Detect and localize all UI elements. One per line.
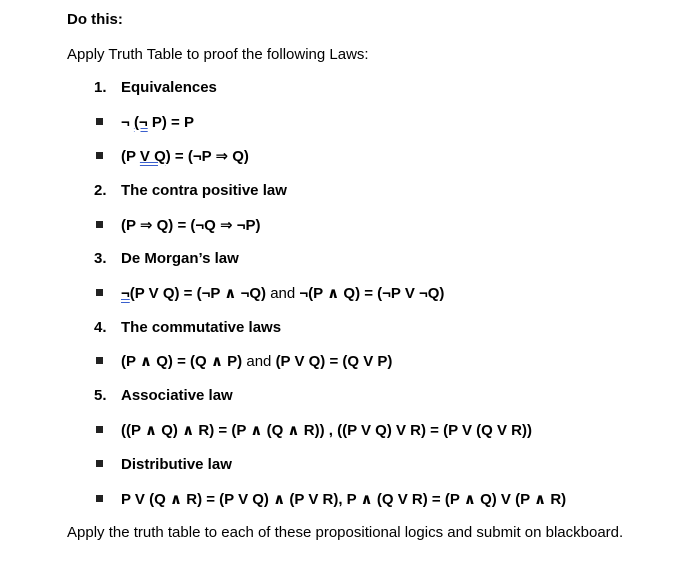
- formula-part: ¬: [121, 114, 130, 131]
- section-contrapositive: [94, 181, 287, 201]
- section-title: Equivalences: [121, 79, 217, 96]
- conjunction-text: and: [266, 285, 300, 302]
- bullet-associative: [96, 421, 532, 441]
- section-title: Associative law: [121, 387, 233, 404]
- bullet-double-negation: [96, 113, 194, 133]
- spellcheck-squiggle: (¬: [133, 114, 148, 131]
- bullet-square-icon: [96, 460, 103, 467]
- section-number: 1.: [94, 79, 107, 96]
- formula: ((P ∧ Q) ∧ R) = (P ∧ (Q ∧ R)) , ((P V Q) V R) = (P V (Q V R)): [121, 422, 532, 439]
- bullet-square-icon: [96, 152, 103, 159]
- section-associative: [94, 386, 233, 406]
- bullet-commutative: [96, 352, 392, 372]
- formula-part: ¬(P ∧ Q) = (¬P V ¬Q): [299, 285, 445, 302]
- spellcheck-squiggle: ¬: [121, 285, 130, 302]
- section-equivalences: [94, 78, 217, 98]
- bullet-demorgan: [96, 284, 444, 304]
- formula: P V (Q ∧ R) = (P V Q) ∧ (P V R), P ∧ (Q V R) = (P ∧ Q) V (P ∧ R): [121, 491, 567, 508]
- section-number: 3.: [94, 250, 107, 267]
- section-title: De Morgan’s law: [121, 250, 239, 267]
- section-title: The commutative laws: [121, 319, 282, 336]
- formula-part: (P: [121, 148, 140, 165]
- bullet-distributive: [96, 490, 566, 510]
- formula-part: (P ∧ Q) = (Q ∧ P): [121, 353, 243, 370]
- section-demorgan: [94, 249, 239, 269]
- section-commutative: [94, 318, 281, 338]
- heading: Do this:: [67, 11, 123, 28]
- spellcheck-squiggle: V Q: [139, 148, 166, 165]
- bullet-distributive-title: [96, 455, 232, 475]
- footer-instruction: Apply the truth table to each of these propositional logics and submit on blackboard.: [67, 524, 624, 541]
- bullet-square-icon: [96, 289, 103, 296]
- bullet-square-icon: [96, 426, 103, 433]
- formula-part: (P V Q) = (Q V P): [275, 353, 393, 370]
- intro-text: Apply Truth Table to proof the following Laws:: [67, 46, 369, 63]
- formula-part: ) = (¬P ⇒ Q): [165, 148, 249, 165]
- section-title: The contra positive law: [121, 182, 287, 199]
- section-number: 2.: [94, 182, 107, 199]
- section-number: 4.: [94, 319, 107, 336]
- bullet-implication: [96, 147, 249, 167]
- bullet-square-icon: [96, 118, 103, 125]
- formula-part: P) = P: [147, 114, 194, 131]
- conjunction-text: and: [242, 353, 276, 370]
- bullet-square-icon: [96, 221, 103, 228]
- section-number: 5.: [94, 387, 107, 404]
- bullet-square-icon: [96, 495, 103, 502]
- formula-part: (P V Q) = (¬P ∧ ¬Q): [129, 285, 267, 302]
- formula: (P ⇒ Q) = (¬Q ⇒ ¬P): [121, 217, 261, 234]
- bullet-contrapositive: [96, 216, 260, 236]
- bullet-square-icon: [96, 357, 103, 364]
- section-title: Distributive law: [121, 456, 232, 473]
